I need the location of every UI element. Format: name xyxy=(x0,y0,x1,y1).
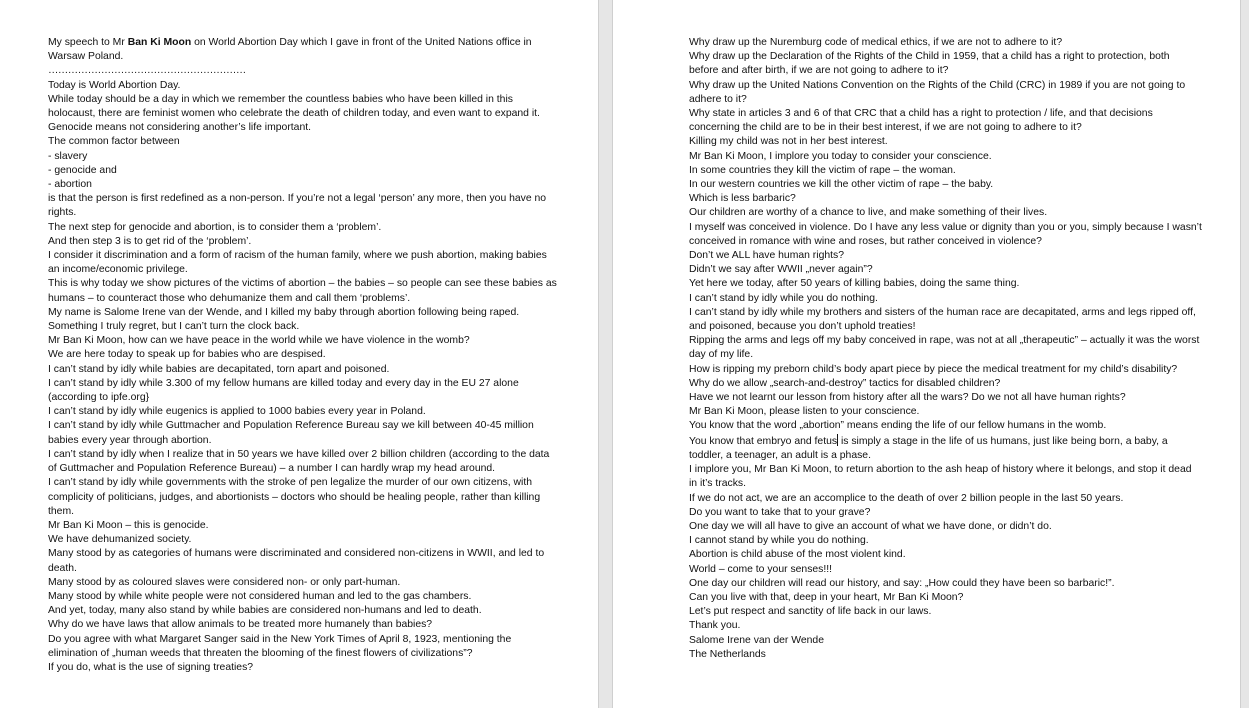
page-left-text[interactable] xyxy=(48,36,568,675)
text-line: in it’s tracks. xyxy=(689,478,746,490)
text-line: I can’t stand by idly while eugenics is applied to 1000 babies every year in Poland. xyxy=(48,406,426,418)
text-line: Do you agree with what Margaret Sanger said in the New York Times of April 8, 1923, mentioning the xyxy=(48,633,512,645)
text-line: In some countries they kill the victim of rape – the woman. xyxy=(689,164,956,176)
text-line: While today should be a day in which we remember the countless babies who have been killed in this xyxy=(48,93,513,105)
text-line: Killing my child was not in her best interest. xyxy=(689,136,888,148)
text-line: In our western countries we kill the other victim of rape – the baby. xyxy=(689,179,994,191)
text-line: Have we not learnt our lesson from history after all the wars? Do we not all have human rights? xyxy=(689,392,1126,404)
right-body-lines-b xyxy=(689,449,1221,662)
text-line: Our children are worthy of a chance to live, and make something of their lives. xyxy=(689,207,1048,219)
text-line: Why do we have laws that allow animals to be treated more humanely than babies? xyxy=(48,619,433,631)
text-line: Salome Irene van der Wende xyxy=(689,634,824,646)
text-line: I can’t stand by idly while governments with the stroke of pen legalize the murder of our own citizens, with xyxy=(48,477,532,489)
text-line: I can’t stand by idly when I realize that in 50 years we have killed over 2 billion children (according to the data xyxy=(48,448,550,460)
text-line: Many stood by as coloured slaves were considered non- or only part-human. xyxy=(48,576,401,588)
text-line: I can’t stand by idly while you do nothing. xyxy=(689,292,878,304)
text-line: Yet here we today, after 50 years of killing babies, doing the same thing. xyxy=(689,278,1020,290)
text-line: Mr Ban Ki Moon, please listen to your conscience. xyxy=(689,406,920,418)
text-line: Many stood by as categories of humans were discriminated and considered non-citizens in WWII, and led to xyxy=(48,548,545,560)
text-line: Mr Ban Ki Moon, how can we have peace in the world while we have violence in the womb? xyxy=(48,335,470,347)
text-line: Which is less barbaric? xyxy=(689,193,796,205)
text-line: and poisoned, because you don’t uphold treaties! xyxy=(689,321,916,333)
page-right-text[interactable] xyxy=(689,36,1221,662)
text-line: Abortion is child abuse of the most violent kind. xyxy=(689,549,906,561)
text-line: Don’t we ALL have human rights? xyxy=(689,250,844,262)
text-line: Many stood by while white people were not considered human and led to the gas chambers. xyxy=(48,590,472,602)
text-line: One day our children will read our history, and say: „How could they have been so barbaric!”. xyxy=(689,577,1115,589)
text-line: The common factor between xyxy=(48,136,180,148)
text-line: Why draw up the Nuremburg code of medical ethics, if we are not to adhere to it? xyxy=(689,37,1063,48)
text-line: I can’t stand by idly while Guttmacher and Population Reference Bureau say we kill between 40-45 million xyxy=(48,420,534,432)
text-line: How is ripping my preborn child’s body apart piece by piece the medical treatment for my child’s disability? xyxy=(689,363,1178,375)
text-line: is that the person is first redefined as a non-person. If you’re not a legal ‘person’ any more, then you have no xyxy=(48,193,547,205)
text-line: Mr Ban Ki Moon, I implore you today to consider your conscience. xyxy=(689,150,992,162)
text-line: The Netherlands xyxy=(689,648,766,660)
text-line: And yet, today, many also stand by while babies are considered non-humans and led to death. xyxy=(48,605,482,617)
text-line: Didn’t we say after WWII „never again”? xyxy=(689,264,873,276)
text-line: concerning the child are to be in their best interest, if we are not going to adhere to it? xyxy=(689,122,1082,134)
text-line: You know that the word „abortion” means ending the life of our fellow humans in the womb. xyxy=(689,420,1107,432)
text-line: Mr Ban Ki Moon – this is genocide. xyxy=(48,519,209,531)
text-line: babies every year through abortion. xyxy=(48,434,212,446)
text-line: Something I truly regret, but I can’t turn the clock back. xyxy=(48,321,300,333)
text-line: I consider it discrimination and a form of racism of the human family, where we push abortion, making babies xyxy=(48,250,547,262)
separator-dots: …………………………………………………… xyxy=(48,65,246,77)
text-line: rights. xyxy=(48,207,77,219)
text-line: Why state in articles 3 and 6 of that CRC that a child has a right to protection / life, and that decisions xyxy=(689,108,1153,120)
text-line: adhere to it? xyxy=(689,93,747,105)
text-line: I myself was conceived in violence. Do I have any less value or dignity than you or you, simply because I wasn’t xyxy=(689,221,1202,233)
cursor-line xyxy=(689,434,1221,449)
right-body-lines-a xyxy=(689,36,1221,434)
text-line: We have dehumanized society. xyxy=(48,534,192,546)
text-line: Genocide means not considering another’s life important. xyxy=(48,122,311,134)
text-line: Ripping the arms and legs off my baby conceived in rape, was not at all „therapeutic” – actually it was the worst xyxy=(689,335,1200,347)
page-gap xyxy=(598,0,613,708)
text-line: Why do we allow „search-and-destroy” tactics for disabled children? xyxy=(689,377,1001,389)
text-line: - genocide and xyxy=(48,164,117,176)
cursor-line-before: You know that embryo and fetus xyxy=(689,435,838,447)
text-line: My name is Salome Irene van der Wende, and I killed my baby through abortion following being raped. xyxy=(48,306,520,318)
text-line: day of my life. xyxy=(689,349,754,361)
text-line: conceived in romance with wine and roses, but rather conceived in violence? xyxy=(689,235,1042,247)
intro-line-2: Warsaw Poland. xyxy=(48,51,124,63)
intro-bold-name: Ban Ki Moon xyxy=(127,37,192,48)
right-margin-gap xyxy=(1240,0,1249,708)
text-line: of Guttmacher and Population Reference Bureau) – a number I can hardly wrap my head around. xyxy=(48,463,496,475)
intro-post: on World Abortion Day which I gave in front of the United Nations office in xyxy=(191,37,532,48)
text-line: Today is World Abortion Day. xyxy=(48,79,181,91)
text-line: complicity of politicians, judges, and abortionists – doctors who should be healing people, rather than killing xyxy=(48,491,541,503)
text-line: World – come to your senses!!! xyxy=(689,563,833,575)
text-line: I can’t stand by idly while 3.300 of my fellow humans are killed today and every day in the EU 27 alone xyxy=(48,377,519,389)
text-line: I can’t stand by idly while babies are decapitated, torn apart and poisoned. xyxy=(48,363,390,375)
text-line: Thank you. xyxy=(689,620,741,632)
text-line: humans – to counteract those who dehumanize them and call them ‘problems’. xyxy=(48,292,411,304)
text-line: Why draw up the Declaration of the Rights of the Child in 1959, that a child has a right to protection, both xyxy=(689,51,1170,63)
text-line: an income/economic privilege. xyxy=(48,264,188,276)
text-line: toddler, a teenager, an adult is a phase. xyxy=(689,449,871,461)
text-line: The next step for genocide and abortion, is to consider them a ‘problem’. xyxy=(48,221,382,233)
intro-pre: My speech to Mr xyxy=(48,37,128,48)
text-line: If you do, what is the use of signing treaties? xyxy=(48,661,254,673)
text-line: I implore you, Mr Ban Ki Moon, to return abortion to the ash heap of history where it belongs, and stop it dead xyxy=(689,464,1192,476)
text-line: I cannot stand by while you do nothing. xyxy=(689,535,869,547)
text-line: Let’s put respect and sanctity of life back in our laws. xyxy=(689,606,932,618)
text-line: And then step 3 is to get rid of the ‘problem’. xyxy=(48,235,252,247)
text-line: them. xyxy=(48,505,74,517)
left-body-lines xyxy=(48,79,568,676)
text-line: (according to ipfe.org} xyxy=(48,392,150,404)
text-line: Do you want to take that to your grave? xyxy=(689,506,871,518)
text-line: We are here today to speak up for babies who are despised. xyxy=(48,349,326,361)
text-line: If we do not act, we are an accomplice to the death of over 2 billion people in the last 50 years. xyxy=(689,492,1124,504)
text-line: death. xyxy=(48,562,77,574)
text-line: - abortion xyxy=(48,179,92,191)
document-page-left[interactable] xyxy=(0,0,598,708)
text-line: before and after birth, if we are not going to adhere to it? xyxy=(689,65,949,77)
text-line: holocaust, there are feminist women who celebrate the death of children today, and even want to expand it. xyxy=(48,108,540,120)
text-line: elimination of „human weeds that threaten the blooming of the finest flowers of civilizations”? xyxy=(48,647,473,659)
text-line: - slavery xyxy=(48,150,88,162)
intro-line xyxy=(48,36,568,50)
text-line: Can you live with that, deep in your heart, Mr Ban Ki Moon? xyxy=(689,591,964,603)
text-line: One day we will all have to give an account of what we have done, or didn’t do. xyxy=(689,520,1052,532)
text-line: This is why today we show pictures of the victims of abortion – the babies – so people can see these babies as xyxy=(48,278,557,290)
text-line: Why draw up the United Nations Convention on the Rights of the Child (CRC) in 1989 if you are not going to xyxy=(689,79,1186,91)
cursor-line-after: is simply a stage in the life of us humans, just like being born, a baby, a xyxy=(838,435,1168,447)
text-line: I can’t stand by idly while my brothers and sisters of the human race are decapitated, arms and legs ripped off, xyxy=(689,306,1196,318)
document-page-right[interactable] xyxy=(613,0,1240,708)
